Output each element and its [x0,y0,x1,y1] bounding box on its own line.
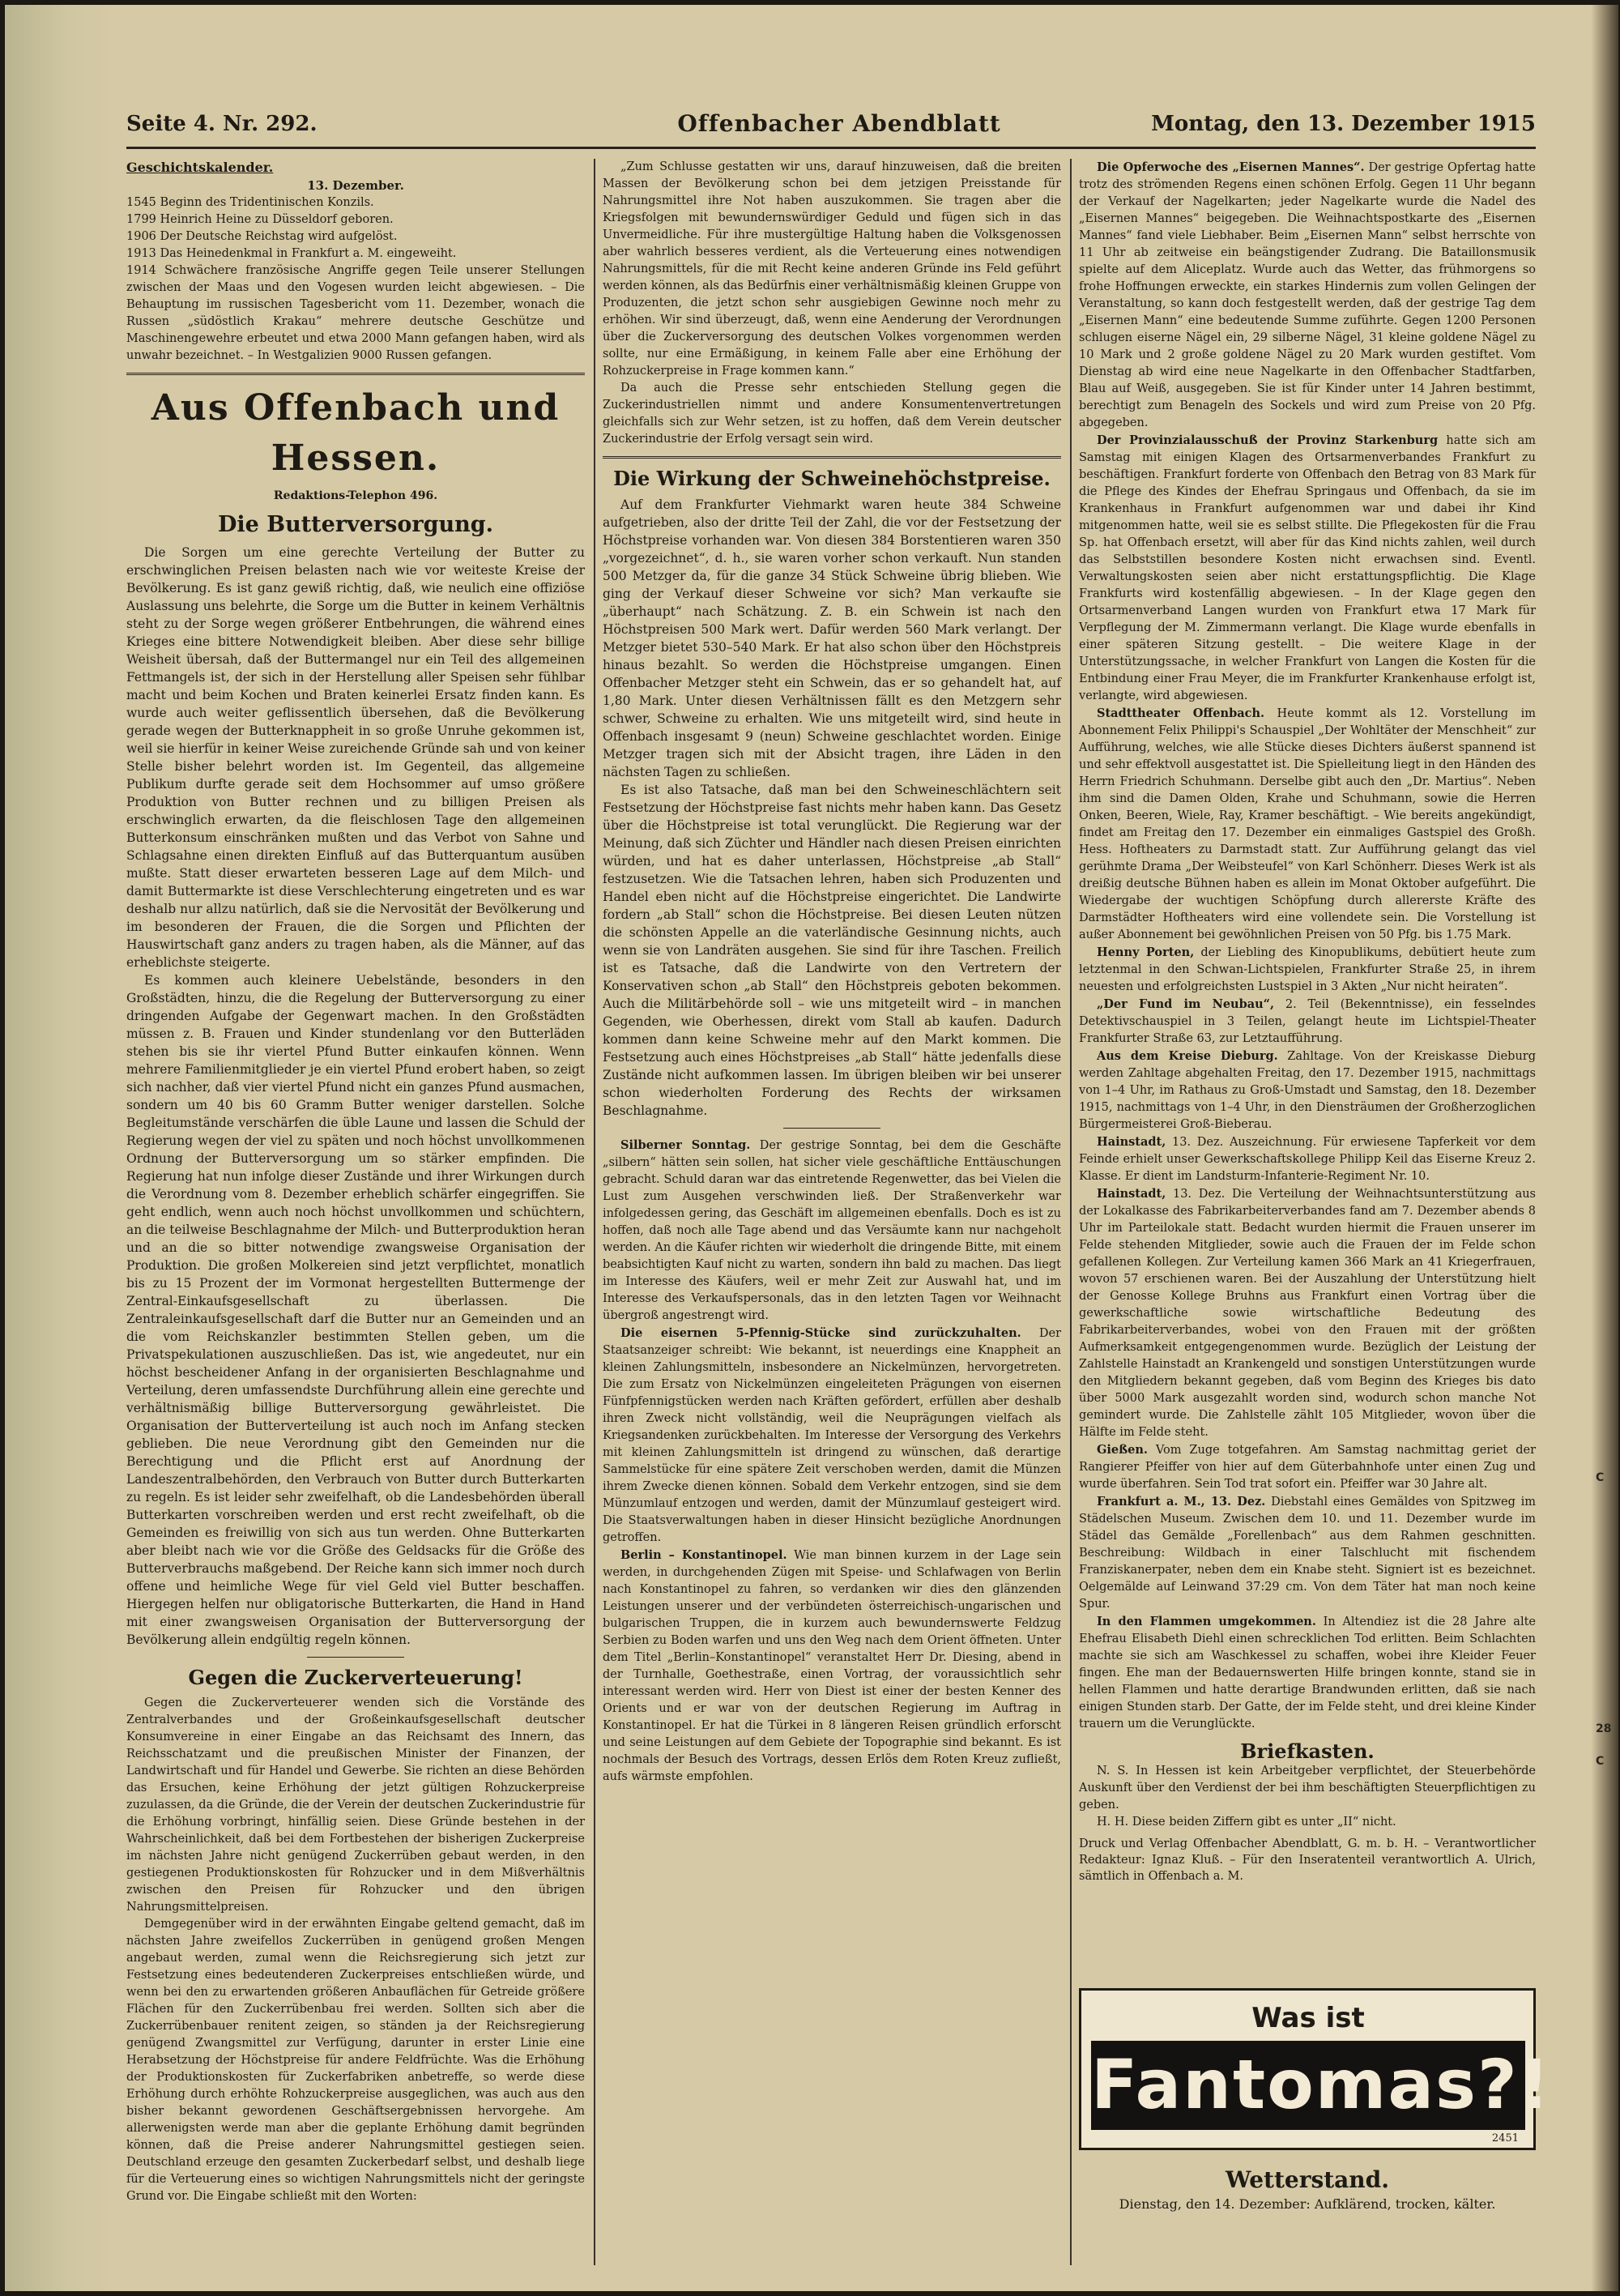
note-text: 13. Dez. Die Verteilung der Weihnachtsunterstützung aus der Lokalkasse des Fabrikarbeiterverbandes fand am 7. Dezember abends 8 Uhr im Parteilokale statt. Bedacht wurden hiermit die Frauen unserer im Felde stehenden Mitglieder, sowie auch die Frauen der im Felde schon gefallenen Kollegen. Zur Verteilung kamen 366 Mark an 41 Kriegerfrauen, wovon 57 erschienen waren. Bei der Auszahlung der Unterstützung hielt der Genosse Kollege Bruhns aus Frankfurt einen Vortrag über die gewerkschaftliche sowie wirtschaftliche Bedeutung des Fabrikarbeiterverbandes, wobei von den Frauen mit der größten Aufmerksamkeit entgegengenommen wurde. Bezüglich der Leistung der Zahlstelle Hainstadt an Krankengeld und sonstigen Unterstützungen wurde den Mitgliedern bekannt gegeben, daß vom Beginn des Krieges bis dato über 5000 Mark ausgezahlt worden sind, wodurch schon manche Not gemindert wurde. Die Zahlstelle zählt 105 Mitglieder, wovon über die Hälfte im Felde steht. [1079,1188,1536,1439]
column-rule-2 [1070,159,1072,2265]
fantomas-advertisement [1079,1988,1552,2150]
page-number: Seite 4. Nr. 292. [126,112,318,136]
note-head: Berlin – Konstantinopel. [620,1548,787,1562]
note-head: Frankfurt a. M., 13. Dez. [1097,1495,1266,1509]
note-text: Vom Zuge totgefahren. Am Samstag nachmittag geriet der Rangierer Pfeiffer von hier auf dem Güterbahnhofe unter einen Zug und wurde überfahren. Sein Tod trat sofort ein. Pfeiffer war 30 Jahre alt. [1079,1444,1536,1491]
edge-fragment: 28 [1596,1722,1612,1735]
column-1 [126,159,585,2205]
column-3 [1079,159,1536,1884]
note-text: Wie man binnen kurzem in der Lage sein werden, in durchgehenden Zügen mit Speise- und Schlafwagen von Berlin nach Konstantinopel zu fahren, so verdanken wir dies den glänzenden Leistungen unserer und der verbündeten österreichisch-ungarischen und bulgarischen Truppen, die in kurzem auch bewundernswerte Feldzug Serbien zu Boden warfen und uns den Weg nach dem Orient öffneten. Unter dem Titel „Berlin–Konstantinopel“ veranstaltet Herr Dr. Diesing, abend in der Turnhalle, Goethestraße, einen Vortrag, der voraussichtlich sehr interessant werden wird. Herr von Diest ist einer der besten Kenner des Orients und er war von der deutschen Regierung im Auftrag in Konstantinopel. Er hat die Türkei in 8 längeren Reisen gründlich erforscht und seine Leistungen auf dem Gebiete der Topographie sind bekannt. Es ist nochmals der Besuch des Vortrags, dessen Erlös dem Roten Kreuz zufließt, aufs wärmste empfohlen. [603,1549,1062,1783]
note-head: Gießen. [1097,1443,1148,1457]
paragraph: Es kommen auch kleinere Uebelstände, besonders in den Großstädten, hinzu, die die Regelung der Butterversorgung zu einer dringenden Aufgabe der Gegenwart machen. In den Großstädten müssen z. B. Frauen und Kinder stundenlang vor den Butterläden stehen bis sie ihr viertel Pfund Butter einkaufen können. Wenn mehrere Familienmitglieder je ein viertel Pfund erobert haben, so zeigt sich nachher, daß vier viertel Pfund nicht ein ganzes Pfund ausmachen, sondern um 40 bis 60 Gramm Butter weniger darstellen. Solche Begleitumstände verschärfen die üble Laune und lassen die Schuld der Regierung wegen der viel zu späten und noch höchst unvollkommenen Ordnung der Butterversorgung um so stärker empfinden. Die Regierung hat nun infolge dieser Zustände und ihrer Wirkungen durch die Verordnung vom 8. Dezember erheblich schärfer eingegriffen. Sie geht endlich, wenn auch noch höchst unvollkommen und schüchtern, an die teilweise Beschlagnahme der Milch- und Butterproduktion heran und an die so bitter notwendige zwangsweise Organisation der Produktion. Die großen Molkereien sind jetzt verpflichtet, monatlich bis zu 15 Prozent der im Vormonat hergestellten Buttermenge der Zentral-Einkaufsgesellschaft zu überlassen. Die Zentraleinkaufsgesellschaft darf die Butter nur an Gemeinden und an die vom Reichskanzler bestimmten Stellen geben, um die Privatspekulationen auszuschließen. Das ist, wie angedeutet, nur ein höchst bescheidener Anfang in der organisierten Beschlagnahme und Verteilung, deren umfassendste Durchführung allein eine gerechte und verhältnismäßig billige Butterversorgung gewährleistet. Die Organisation der Butterverteilung ist auch noch im Anfang stecken geblieben. Die neue Verordnung gibt den Gemeinden nur die Berechtigung und die Pflicht erst auf Anordnung der Landeszentralbehörden, den Verbrauch von Butter durch Butterkarten zu regeln. Es ist leider sehr zweifelhaft, ob die Landesbehörden überall Butterkarten vorschreiben werden und erst recht zweifelhaft, ob die Gemeinden es freiwillig von sich aus tun werden. Ohne Butterkarten aber bleibt nach wie vor die Größe des Geldsacks für die Größe des Butterverbrauchs maßgebend. Der Reiche kann sich immer noch durch offene und heimliche Wege für viel Geld viel Butter beschaffen. Hiergegen helfen nur obligatorische Butterkarten, die Hand in Hand mit einer zwangsweisen Organisation der Butterversorgung der Bevölkerung allein endgültig regeln können. [126,973,585,1647]
article-title-butter: Die Butterversorgung. [218,512,493,537]
note [603,1325,1061,1547]
briefkasten-title: Briefkasten. [1240,1739,1375,1763]
note-head: „Der Fund im Neubau“, [1097,997,1275,1011]
ad-headline: Fantomas?! [1091,2041,1525,2130]
note-text: Diebstahl eines Gemäldes von Spitzweg im Städelschen Museum. Zwischen dem 10. und 11. Dezember wurde im Städel das Gemälde „Forellenbach“ aus dem Rahmen geschnitten. Beschreibung: Wildbach in einer Talschlucht mit fischendem Franziskanerpater, neben dem ein Knabe steht. Signiert ist es bezeichnet. Oelgemälde auf Leinwand 37:29 cm. Von dem Täter hat man noch keine Spur. [1079,1496,1537,1611]
note-head: Die eisernen 5-Pfennig-Stücke sind zurückzuhalten. [620,1326,1021,1340]
newspaper-page [5,5,1618,2291]
note-head: Silberner Sonntag. [620,1138,751,1152]
edge-fragment: C [1596,1471,1605,1484]
article-body-schwein [603,496,1061,1120]
note [1079,944,1536,996]
kalender-entry: 1799 Heinrich Heine zu Düsseldorf geboren. [126,213,394,226]
editorial-phone: Redaktions-Telephon 496. [273,489,438,502]
paragraph: Die Sorgen um eine gerechte Verteilung der Butter zu erschwinglichen Preisen belasten nach wie vor weiteste Kreise der Bevölkerung. Es ist ganz gewiß richtig, daß, wie neulich eine offiziöse Auslassung uns belehrte, die Sorge um die Butter in keinem Verhältnis steht zu der Sorge wegen größerer Entbehrungen, die während eines Krieges eine bittere Notwendigkeit bleiben. Aber diese sehr billige Weisheit übersah, daß der Buttermangel nur ein Teil des allgemeinen Fettmangels ist, der sich in der Herstellung aller Speisen sehr fühlbar macht und beim Kochen und Braten keinerlei Ersatz finden kann. Es wurde auch weiter geflissentlich übersehen, daß die Bevölkerung gerade wegen der Butterknappheit in so große Unruhe gekommen ist, weil sie hierfür in keiner Weise zureichende Gründe sah und von keiner Stelle bisher belehrt worden ist. Im Gegenteil, das allgemeine Publikum durfte gerade seit dem Hochsommer auf umso größere Produktion von Butter rechnen und zu billigen Preisen als erschwinglich erwarten, da die fleischlosen Tage den allgemeinen Butterkonsum einschränken mußten und das Verbot von Sahne und Schlagsahne einen direkten Einfluß auf das Butterquantum ausüben mußte. Statt dieser erwarteten besseren Lage auf dem Milch- und damit Buttermarkte ist diese Verschlechterung eingetreten und es war deshalb nur allzu natürlich, daß sie die Nervosität der Bevölkerung und im besonderen der Frauen, die die Sorgen und Pflichten der Hauswirtschaft ganz anders zu tragen haben, als die Männer, auf das erheblichste steigerte. [126,545,585,970]
brief-entry: N. S. In Hessen ist kein Arbeitgeber verpflichtet, der Steuerbehörde Auskunft über den Verdienst der bei ihm beschäftigten Steuerpflichtigen zu geben. [1079,1765,1536,1812]
column-2 [603,159,1061,1786]
article-body-butter [126,544,585,1649]
double-rule [603,456,1061,459]
kalender-title: Geschichtskalender. [126,160,274,175]
paragraph: Auf dem Frankfurter Viehmarkt waren heute 384 Schweine aufgetrieben, also der dritte Teil der Zahl, die vor der Festsetzung der Höchstpreise vorhanden war. Von diesen 384 Borstentieren waren 350 „vorgezeichnet“, d. h., sie waren vorher schon verkauft. Nun standen 500 Metzger da, für die ganze 34 Stück Schweine übrig blieben. Wie ging der Verkauf dieser Schweine vor sich? Man verkaufte sie „überhaupt“ nach Schätzung. Z. B. ein Schwein ist nach den Höchstpreisen 500 Mark wert. Dafür werden 560 Mark verlangt. Der Metzger bietet 530–540 Mark. Er hat also schon über den Höchstpreis hinaus bezahlt. So werden die Höchstpreise umgangen. Einen Offenbacher Metzger steht ein Schwein, das er so gehandelt hat, auf 1,80 Mark. Unter diesen Verhältnissen fällt es den Metzgern sehr schwer, Schweine zu erhalten. Wie uns mitgeteilt wird, sind heute in Offenbach insgesamt 9 (neun) Schweine geschlachtet worden. Einige Metzger tragen sich mit der Absicht tragen, ihre Läden in den nächsten Tagen zu schließen. [603,497,1061,779]
article-title-schwein: Die Wirkung der Schweinehöchstpreise. [613,467,1051,490]
note-head: Der Provinzialausschuß der Provinz Starkenburg [1097,433,1439,447]
note-text: Der gestrige Opfertag hatte trotz des strömenden Regens einen schönen Erfolg. Gegen 11 Uhr begann der Verkauf der Nagelkarten; jeder Nagelkarte wurde die Nadel des „Eisernen Mannes“ beigegeben. Die Weihnachtspostkarte des „Eisernen Mannes“ fand viele Liebhaber. Beim „Eisernen Mann“ selbst herrschte von 11 Uhr ab zeitweise ein beängstigender Zudrang. Die Bataillonsmusik spielte auf dem Aliceplatz. Wurde auch das Wetter, das frühmorgens so frohe Hoffnungen erweckte, ein starkes Hindernis zum vollen Gelingen der Veranstaltung, so kann doch festgestellt werden, daß der gestrige Tag dem „Eisernen Mann“ eine bedeutende Summe zuführte. Gegen 1200 Personen schlugen eiserne Nägel ein, 29 silberne Nägel, 31 kleine goldene Nägel zu 10 Mark und 2 große goldene Nägel zu 20 Mark wurden gestiftet. Vom Dienstag ab wird eine neue Nagelkarte in den Offenbacher Stadtfarben, Blau auf Weiß, ausgegeben. Sie ist für Kinder unter 14 Jahren bestimmt, berechtigt zum Benageln des Sockels und wird zum Preise von 20 Pfg. abgegeben. [1079,161,1536,429]
weather-title: Wetterstand. [1226,2166,1389,2193]
local-notes-3 [1079,159,1536,1733]
note-text: Der gestrige Sonntag, bei dem die Geschäfte „silbern“ hätten sein sollen, hat sicher viele geschäftliche Enttäuschungen gebracht. Schuld daran war das eintretende Regenwetter, das bei Vielen die Lust zum Ausgehen verschwinden ließ. Der Straßenverkehr war infolgedessen gering, das Geschäft im allgemeinen ebenfalls. Doch es ist zu hoffen, daß noch alle Tage abend und das Versäumte kann nur nachgeholt werden. An die Käufer richten wir wiederholt die dringende Bitte, mit einem beabsichtigten Kauf nicht zu warten, sondern ihn bald zu machen. Das liegt im Interesse des Käufers, weil er mehr Zeit zur Auswahl hat, und im Interesse des Verkaufspersonals, das in den letzten Tagen vor Weihnacht übergroß angestrengt wird. [603,1139,1061,1322]
note-text: 2. Teil (Bekenntnisse), ein fesselndes Detektivschauspiel in 3 Teilen, gelangt heute im Lichtspiel-Theater Frankfurter Straße 63, zur Letztaufführung. [1079,998,1536,1045]
paragraph: Da auch die Presse sehr entschieden Stellung gegen die Zuckerindustriellen nimmt und andere Konsumentenvertretungen gleichfalls sich zur Wehr setzen, ist zu hoffen, daß dem Verein deutscher Zuckerindustrie der Erfolg versagt sein wird. [603,382,1061,446]
paragraph: „Zum Schlusse gestatten wir uns, darauf hinzuweisen, daß die breiten Massen der Bevölkerung schon bei dem jetzigen Preisstande für Nahrungsmittel ihre Not haben auszukommen. Sie tragen aber die Kriegsfolgen mit bewundernswürdiger Geduld und fügen sich in das Unvermeidliche. Für ihre mustergültige Haltung haben die Volksgenossen aber wahrlich besseres verdient, als die Verteuerung eines notwendigen Nahrungsmittels, für die mit Recht keine anderen Gründe ins Feld geführt werden können, als das Bedürfnis einer verhältnismäßig kleinen Gruppe von Produzenten, die jetzt schon sehr ausgiebigen Gewinne noch mehr zu erhöhen. Wir sind überzeugt, daß, wenn eine Aenderung der Verordnungen über die Zuckerversorgung des deutschen Volkes vorgenommen werden sollte, nur eine Ermäßigung, in keinem Falle aber eine Erhöhung der Rohzuckerpreise in Frage kommen kann.“ [603,160,1061,378]
note [1079,1048,1536,1133]
note [1079,1441,1536,1493]
kalender-entry: 1545 Beginn des Tridentinischen Konzils. [126,196,374,209]
note-text: hatte sich am Samstag mit einigen Klagen des Ortsarmenverbandes Frankfurt zu beschäftigen. Frankfurt forderte von Offenbach den Betrag von 83 Mark für die Pflege des Kindes der Ehefrau Springaus und Offenbach, da sie im Krankenhaus in Frankfurt aufgenommen war und dabei ihr Kind mitgenommen hatte, weil sie es selbst stillte. Die Pflegekosten für die Frau Sp. hat Offenbach ersetzt, will aber für das Kind nichts zahlen, weil durch das Selbststillen besondere Kosten nicht erwachsen sind. Eventl. Verwaltungskosten seien aber nicht erstattungspflichtig. Die Klage Frankfurts wird kostenfällig abgewiesen. – In der Klage gegen den Ortsarmenverband Langen wurden von Frankfurt etwa 17 Mark für Verpflegung der M. Zimmermann verlangt. Die Klage wurde ebenfalls in einer späteren Sitzung gestellt. – Die weitere Klage in der Unterstützungssache, in welcher Frankfurt von Langen die Kosten für die Entbindung einer Frau Meyer, die im Frankfurter Krankenhause erfolgt ist, verlangte, wird abgewiesen. [1079,434,1536,702]
section-title: Aus Offenbach und Hessen. [151,387,561,479]
imprint: Druck und Verlag Offenbacher Abendblatt, G. m. b. H. – Verantwortlicher Redakteur: Ignaz Kluß. – Für den Inseratenteil verantwortlich A. Ulrich, sämtlich in Offenbach a. M. [1079,1837,1536,1883]
issue-date: Montag, den 13. Dezember 1915 [1151,112,1536,136]
divider [783,1128,880,1129]
brief-entry: H. H. Diese beiden Ziffern gibt es unter „II“ nicht. [1097,1816,1396,1829]
weather-box [1079,2166,1536,2212]
note-text: Der Staatsanzeiger schreibt: Wie bekannt, ist neuerdings eine Knappheit an kleinen Zahlungsmitteln, insbesondere an Nickelmünzen, hervorgetreten. Die zum Ersatz von Nickelmünzen eingeleiteten Prägungen von eisernen Fünfpfennigstücken werden nach Kräften gefördert, erfüllen aber deshalb ihren Zweck nicht vollständig, weil die Neuprägungen vielfach als Kriegsandenken zurückbehalten. Im Interesse der Versorgung des Verkehrs mit kleinen Zahlungsmitteln ist dringend zu wünschen, daß derartige Sammelstücke für eine spätere Zeit verschoben werden, damit die Münzen ihrem Zwecke dienen können. Sobald dem Verkehr entzogen, sind sie dem Münzumlauf entzogen und werden, damit der Münzumlauf gesteigert wird. Die Staatsverwaltungen haben in dieser Hinsicht bezügliche Anordnungen getroffen. [603,1327,1062,1544]
note-head: In den Flammen umgekommen. [1097,1615,1316,1628]
paragraph: Demgegenüber wird in der erwähnten Eingabe geltend gemacht, daß im nächsten Jahre zweifellos Zuckerrüben in genügend großen Mengen angebaut werden, zumal wenn die Reichsregierung sich jetzt zur Festsetzung eines bedeutenderen Zuckerpreises entschließen würde, und wenn bei den zu erwartenden größeren Anbauflächen für Getreide größere Flächen für den Zuckerrübenbau frei werden. Sollten sich aber die Zuckerrübenbauer renitent zeigen, so ständen ja der Reichsregierung genügend Zwangsmittel zur Verfügung, darunter in erster Linie eine Herabsetzung der Höchstpreise für andere Feldfrüchte. Was die Erhöhung der Produktionskosten für Zuckerfabriken anbetreffe, so werde diese Erhöhung durch erhöhte Rohzuckerpreise ausgeglichen, was auch aus den bisher bekannt gewordenen Geschäftsergebnissen hervorgehe. Am allerwenigsten werde man aber die geplante Erhöhung damit begründen können, daß die Preise anderer Nahrungsmittel gestiegen seien. Deutschland erzeuge den gesamten Zuckerbedarf selbst, und deshalb liege für die Verteuerung eines so wichtigen Nahrungsmittels nicht der geringste Grund vor. Die Eingabe schließt mit den Worten: [126,1918,585,2203]
local-notes [603,1137,1061,1786]
article-body-zucker [126,1695,585,2205]
note-head: Stadttheater Offenbach. [1097,706,1265,720]
note-head: Die Opferwoche des „Eisernen Mannes“. [1097,160,1365,174]
kalender-entry: 1914 Schwächere französische Angriffe gegen Teile unserer Stellungen zwischen der Maas und den Vogesen wurden leicht abgewiesen. – Die Behauptung im russischen Tagesbericht vom 11. Dezember, wonach die Russen „südöstlich Krakau“ mehrere deutsche Geschütze und Maschinengewehre erbeutet und etwa 2000 Mann gefangen haben, wird als unwahr bezeichnet. – In Westgalizien 9000 Russen gefangen. [126,264,585,362]
note [1079,1613,1536,1733]
note [1079,705,1536,944]
weather-forecast: Dienstag, den 14. Dezember: Aufklärend, trocken, kälter. [1119,2196,1496,2212]
note-text: 13. Dez. Auszeichnung. Für erwiesene Tapferkeit vor dem Feinde erhielt unser Gewerkschaftskollege Philipp Keil das Eiserne Kreuz 2. Klasse. Er dient im Landsturm-Infanterie-Regiment Nr. 10. [1079,1136,1537,1183]
note [1079,1133,1536,1185]
note [603,1547,1061,1786]
note-head: Aus dem Kreise Dieburg. [1097,1049,1278,1063]
paragraph: Es ist also Tatsache, daß man bei den Schweineschlächtern seit Festsetzung der Höchstpreise fast nichts mehr haben kann. Das Gesetz über die Höchstpreise ist total verunglückt. Die Regierung war der Meinung, daß sich Züchter und Händler nach diesen Preisen einrichten würden, und hat es daher unterlassen, Höchstpreise „ab Stall“ festzusetzen. Wie die Tatsachen lehren, haben sich Produzenten und Handel eben nicht auf die Höchstpreise eingerichtet. Die Landwirte fordern „ab Stall“ schon die Höchstpreise. Bei diesen Leuten nützen die schönsten Appelle an die vaterländische Gesinnung nichts, auch wenn sie von Landräten ausgehen. Sie sind für ihre Taschen. Freilich ist es Tatsache, daß die Landwirte von den Vertretern der Konservativen schon „ab Stall“ den Höchstpreis geboten bekommen. Auch die Militärbehörde soll – wie uns mitgeteilt wird – in manchen Gegenden, wie Oberhessen, direkt vom Stall ab kaufen. Dadurch kommen dann keine Schweine mehr auf den Markt kommen. Die Festsetzung auch eines Höchstpreises „ab Stall“ hätte jedenfalls diese Zustände nicht aufkommen lassen. Im übrigen bleiben wir bei unserer schon wiederholten Forderung des Rechts der wirksamen Beschlagnahme. [603,783,1061,1118]
note [1079,159,1536,432]
article-body-zucker-cont [603,159,1061,448]
paragraph: Gegen die Zuckerverteuerer wenden sich die Vorstände des Zentralverbandes und der Großeinkaufsgesellschaft deutscher Konsumvereine in einer Eingabe an das Reichsamt des Innern, das Reichsschatzamt und die preußischen Minister der Finanzen, der Landwirtschaft und für Handel und Gewerbe. Sie richten an diese Behörden das Ersuchen, keine Erhöhung der jetzt gültigen Rohzuckerpreise zuzulassen, da die Gründe, die der Verein der deutschen Zuckerindustrie für die Erhöhung vorbringt, hinfällig seien. Diese Gründe bestehen in der Wahrscheinlichkeit, daß bei dem Fortbestehen der bisherigen Zuckerpreise im nächsten Jahre nicht genügend Zuckerrüben gebaut werden, in den gestiegenen Produktionskosten für Rohzucker und in dem Mißverhältnis zwischen den Preisen für Rohzucker und den übrigen Nahrungsmittelpreisen. [126,1696,585,1914]
kalender-date: 13. Dezember. [307,178,404,193]
binding-margin [5,5,112,2291]
note-text: In Altendiez ist die 28 Jahre alte Ehefrau Elisabeth Diehl einen schrecklichen Tod erlitten. Beim Schlachten machte sie sich am Waschkessel zu schaffen, wobei ihre Kleider Feuer fingen. Ehe man der Bedauernswerten Hilfe bringen konnte, stand sie in hellen Flammen und hatte derartige Brandwunden erlitten, daß sie nach einigen Stunden starb. Der Gatte, der im Felde steht, und drei kleine Kinder trauern um die Verunglückte. [1079,1615,1537,1731]
note-text: Heute kommt als 12. Vorstellung im Abonnement Felix Philippi's Schauspiel „Der Wohltäter der Menschheit“ zur Aufführung, welches, wie alle Stücke dieses Dichters äußerst spannend ist und sehr effektvoll ausgestattet ist. Die Spielleitung liegt in den Händen des Herrn Friedrich Schuhmann. Derselbe gibt auch den „Dr. Martius“. Neben ihm sind die Damen Olden, Krahe und Schuhmann, sowie die Herren Onken, Beeren, Wiele, Ray, Kramer beschäftigt. – Wie bereits angekündigt, findet am Freitag den 17. Dezember ein einmaliges Gastspiel des Großh. Hess. Hoftheaters zu Darmstadt statt. Zur Aufführung gelangt das viel gerühmte Drama „Der Weibsteufel“ von Karl Schönherr. Dieses Werk ist als dreißig deutsche Bühnen haben es allein im Monat Oktober aufgeführt. Die Wiedergabe der wuchtigen Schöpfung durch allererste Kräfte des Darmstädter Hoftheaters wird eine vollendete sein. Die Vorstellung ist außer Abonnement bei gewöhnlichen Preisen von 50 Pfg. bis 1.75 Mark. [1079,707,1536,941]
note-text: Zahltage. Von der Kreiskasse Dieburg werden Zahltage abgehalten Freitag, den 17. Dezember 1915, nachmittags von 1–4 Uhr, im Rathaus zu Groß-Umstadt und Samstag, den 18. Dezember 1915, nachmittags von 1–4 Uhr, in den Diensträumen der Großherzoglichen Bürgermeisterei Groß-Bieberau. [1079,1050,1536,1131]
print-area [126,100,1552,2280]
note [1079,1185,1536,1441]
ad-number: 2451 [1491,2132,1519,2144]
page-edge [1591,5,1618,2291]
note [1079,432,1536,705]
divider [307,1657,404,1658]
briefkasten-body [1079,1763,1536,1831]
note-text: der Liebling des Kinopublikums, debütiert heute zum letztenmal in den Schwan-Lichtspielen, Frankfurter Straße 25, in ihrem neuesten und erfolgreichsten Lustspiel in 3 Akten „Nur nicht heiraten“. [1079,946,1537,993]
note [1079,1493,1536,1613]
kalender-entry: 1913 Das Heinedenkmal in Frankfurt a. M. eingeweiht. [126,247,457,260]
masthead: Offenbacher Abendblatt [677,110,1001,137]
double-rule [126,373,585,375]
note-head: Hainstadt, [1097,1187,1166,1201]
note-head: Henny Porten, [1097,945,1195,959]
note [1079,996,1536,1048]
edge-fragment: C [1596,1755,1605,1768]
ad-tagline: Was ist [1251,2002,1365,2034]
note-head: Hainstadt, [1097,1135,1166,1149]
column-rule-1 [594,159,595,2265]
article-title-zucker: Gegen die Zuckerverteuerung! [188,1666,523,1689]
kalender-entry: 1906 Der Deutsche Reichstag wird aufgelöst. [126,230,398,243]
page-header [126,100,1536,149]
note [603,1137,1061,1325]
